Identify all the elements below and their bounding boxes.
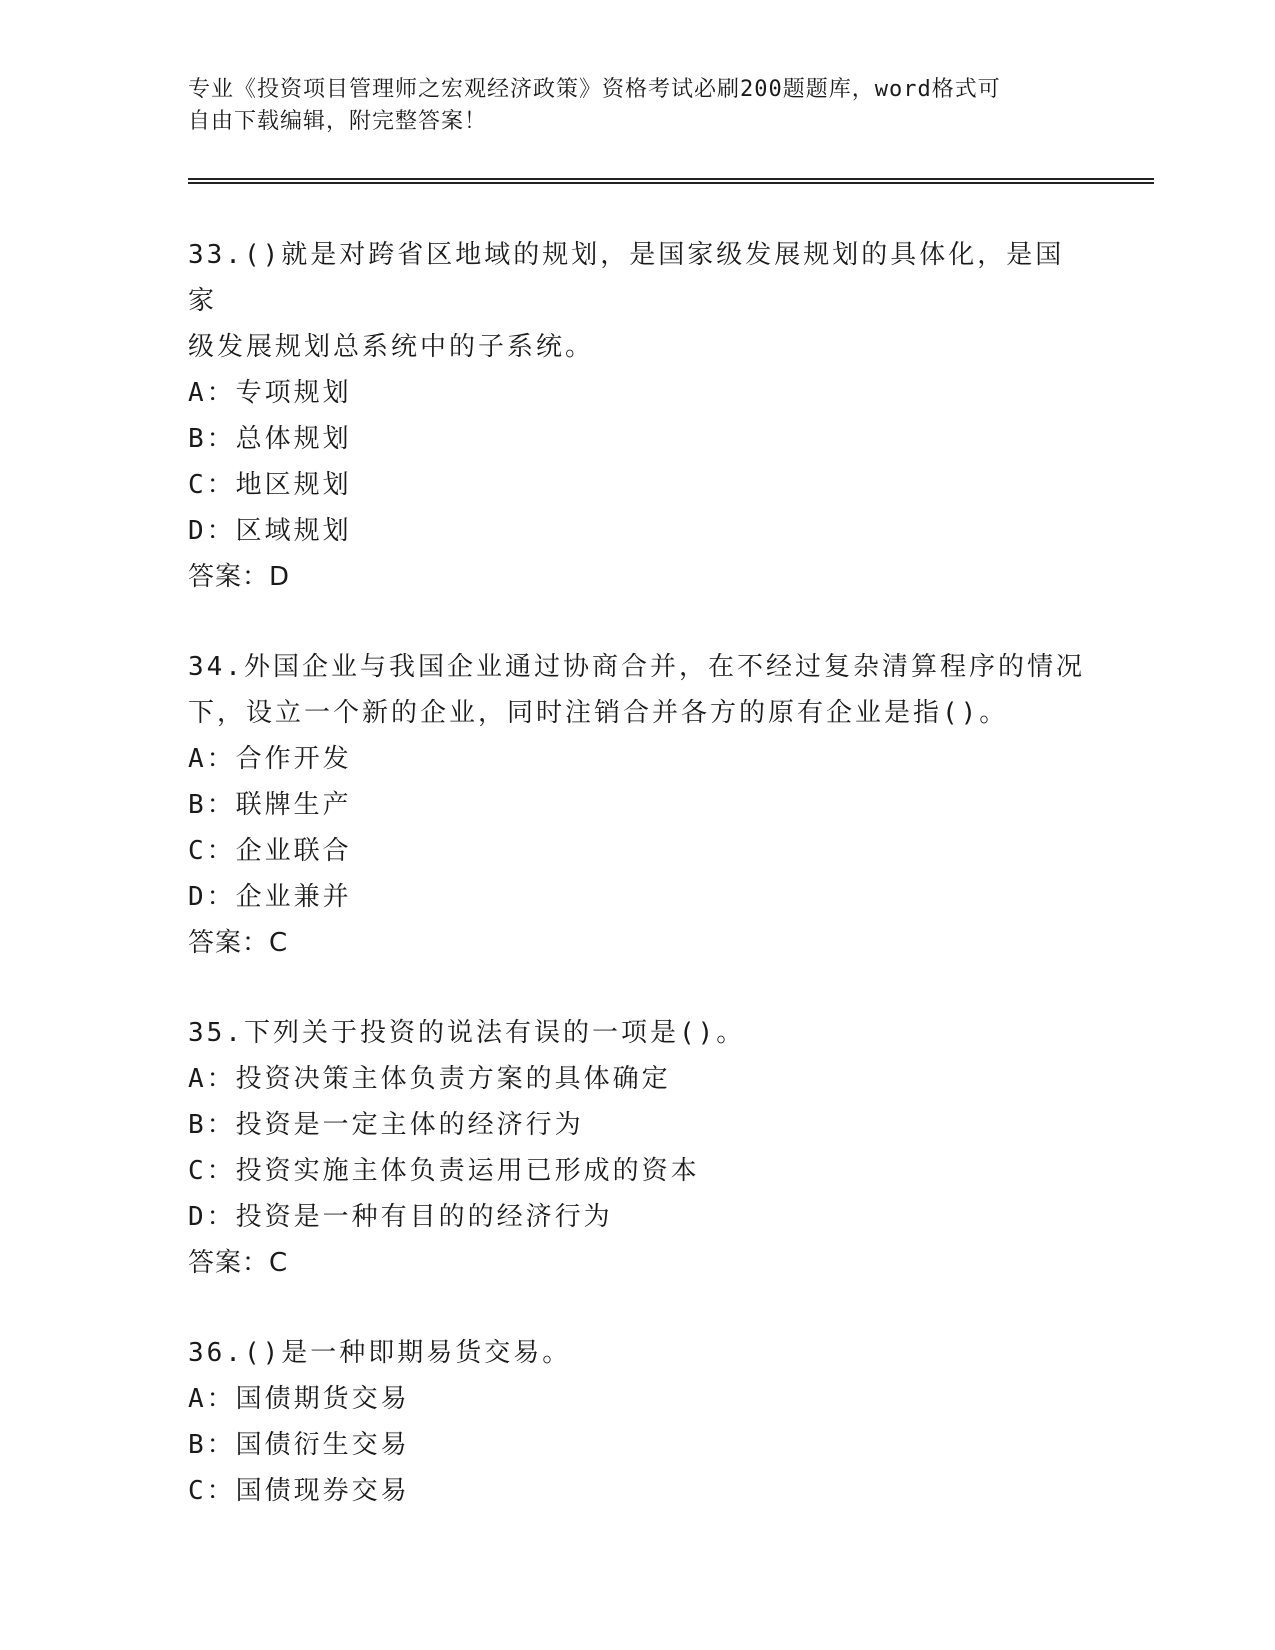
option-a: A：国债期货交易 xyxy=(188,1384,410,1414)
option-a: A：专项规划 xyxy=(188,378,352,408)
option-b: B：联牌生产 xyxy=(188,790,352,820)
question-33 xyxy=(188,232,1088,600)
header-divider xyxy=(188,178,1154,184)
question-text: 36.()是一种即期易货交易。 xyxy=(188,1338,572,1368)
option-a: A：投资决策主体负责方案的具体确定 xyxy=(188,1064,671,1094)
question-36 xyxy=(188,1330,1088,1514)
option-b: B：国债衍生交易 xyxy=(188,1430,410,1460)
question-text: 34.外国企业与我国企业通过协商合并，在不经过复杂清算程序的情况 xyxy=(188,652,1085,682)
option-d: D：区域规划 xyxy=(188,516,352,546)
option-a: A：合作开发 xyxy=(188,744,352,774)
question-35 xyxy=(188,1010,1088,1286)
question-34 xyxy=(188,644,1088,966)
question-text: 33.()就是对跨省区地域的规划，是国家级发展规划的具体化，是国家 xyxy=(188,240,1065,316)
question-text: 级发展规划总系统中的子系统。 xyxy=(188,332,595,362)
question-text: 下，设立一个新的企业，同时注销合并各方的原有企业是指()。 xyxy=(188,698,1009,728)
question-list xyxy=(188,232,1088,1558)
option-c: C：地区规划 xyxy=(188,470,352,500)
option-c: C：企业联合 xyxy=(188,836,352,866)
option-d: D：企业兼并 xyxy=(188,882,352,912)
question-text: 35.下列关于投资的说法有误的一项是()。 xyxy=(188,1018,746,1048)
option-d: D：投资是一种有目的的经济行为 xyxy=(188,1202,613,1232)
option-b: B：投资是一定主体的经济行为 xyxy=(188,1110,584,1140)
header-line-2: 自由下载编辑，附完整答案！ xyxy=(188,109,488,134)
answer: 答案：C xyxy=(188,928,289,958)
answer: 答案：C xyxy=(188,1248,289,1278)
document-header xyxy=(188,74,1068,138)
option-c: C：投资实施主体负责运用已形成的资本 xyxy=(188,1156,700,1186)
answer: 答案：D xyxy=(188,562,291,592)
option-b: B：总体规划 xyxy=(188,424,352,454)
header-line-1: 专业《投资项目管理师之宏观经济政策》资格考试必刷200题题库，word格式可 xyxy=(188,77,1001,102)
option-c: C：国债现券交易 xyxy=(188,1476,410,1506)
